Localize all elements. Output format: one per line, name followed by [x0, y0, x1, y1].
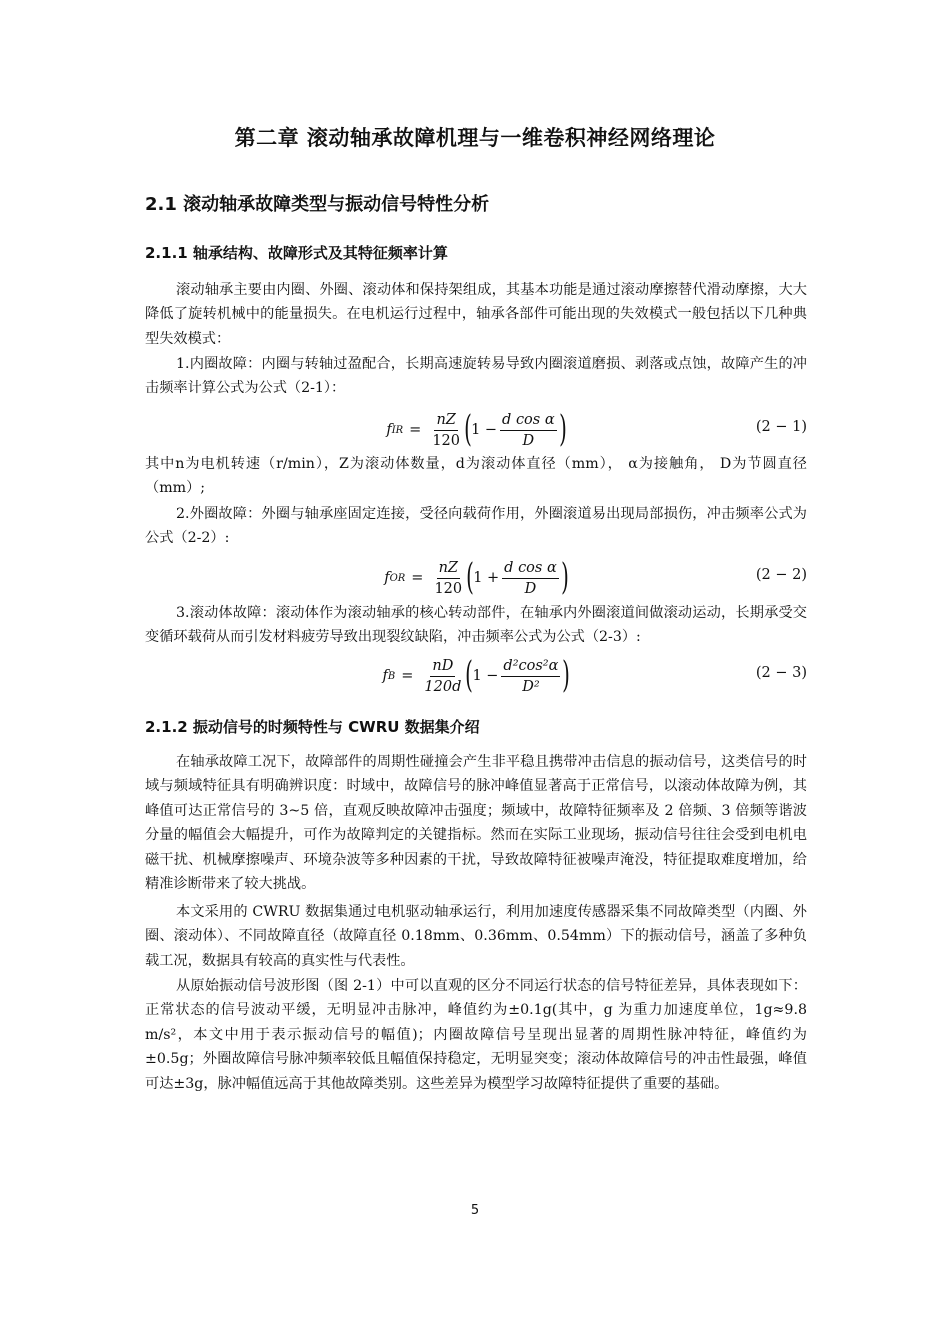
- inner-race-fault-paragraph: 1.内圈故障：内圈与转轴过盈配合，长期高速旋转易导致内圈滚道磨损、剥落或点蚀，故障产生的冲击频率计算公式为公式（2-1）：: [145, 356, 807, 397]
- chapter-title: 第二章 滚动轴承故障机理与一维卷积神经网络理论: [234, 126, 716, 150]
- time-frequency-paragraph: 在轴承故障工况下，故障部件的周期性碰撞会产生非平稳且携带冲击信息的振动信号，这类信号的时域与频域特征具有明确辨识度：时域中，故障信号的脉冲峰值显著高于正常信号，以滚动体故障为例，其峰值可达正常信号的 3~5 倍，直观反映故障冲击强度；频域中，故障特征频率及 2 倍频、3 倍频等谐波分量的幅值会大幅提升，可作为故障判定的关键指标。然而在实际工业现场，振动信号往往会受到电机电磁干扰、机械摩擦噪声、环境杂波等多种因素的干扰，导致故障特征被噪声淹没，特征提取难度增加，给精准诊断带来了较大挑战。: [145, 754, 807, 893]
- subsection-heading-2-1-1: 2.1.1 轴承结构、故障形式及其特征频率计算: [145, 244, 448, 262]
- equation-number-2-2: (2 − 2): [755, 567, 807, 583]
- eq2-inner-fraction: [502, 560, 559, 597]
- eq3-inner-numerator: d²cos²α: [501, 658, 560, 677]
- eq2-frac-denominator: 120: [434, 580, 463, 597]
- equation-number-2-3: (2 − 3): [755, 665, 807, 681]
- eq2-fraction: [432, 560, 464, 597]
- eq1-inner-denominator: D: [522, 432, 535, 449]
- subsection-heading-2-1-2: 2.1.2 振动信号的时频特性与 CWRU 数据集介绍: [145, 718, 480, 736]
- equation-2-2: f OR = $\frac{nZ}{120}$ ( 1 + $\frac{\text{d cos α}}{D}$ ) (2 − 2): [384, 557, 807, 598]
- eq1-inner-numerator: d cos α: [500, 412, 557, 431]
- eq2-inner-numerator: d cos α: [502, 560, 559, 579]
- eq3-fraction: [422, 658, 463, 695]
- outer-race-fault-paragraph: 2.外圈故障：外圈与轴承座固定连接，受径向载荷作用，外圈滚道易出现局部损伤，冲击频率公式为公式（2-2）:: [145, 506, 807, 547]
- eq2-lhs-subscript: OR: [389, 572, 406, 584]
- eq1-inner-lead: 1 −: [471, 422, 498, 438]
- page-number: 5: [470, 1203, 480, 1218]
- eq2-inner-lead: 1 +: [473, 570, 500, 586]
- rolling-element-fault-paragraph: 3.滚动体故障：滚动体作为滚动轴承的核心转动部件，在轴承内外圈滚道间做滚动运动，长期承受交变循环载荷从而引发材料疲劳导致出现裂纹缺陷，冲击频率公式为公式（2-3）:: [145, 605, 807, 646]
- equation-2-1: f IR = $\frac{nZ}{120}$ ( 1 − $\frac{\text{d cos α}}{D}$ ) (2 − 1): [386, 409, 807, 450]
- eq2-lhs: f: [384, 570, 390, 586]
- eq1-lhs-subscript: IR: [391, 424, 404, 436]
- eq3-inner-lead: 1 −: [472, 668, 499, 684]
- eq3-inner-denominator: D²: [522, 678, 540, 695]
- variable-definitions: 其中n为电机转速（r/min），Z为滚动体数量，d为滚动体直径（mm）， α为接触角， D为节圆直径（mm）;: [145, 456, 807, 497]
- section-heading-2-1: 2.1 滚动轴承故障类型与振动信号特性分析: [145, 194, 490, 215]
- eq3-lhs: f: [382, 668, 388, 684]
- eq1-frac-numerator: nZ: [434, 412, 457, 431]
- eq3-frac-denominator: 120d: [424, 678, 462, 695]
- eq3-frac-numerator: nD: [430, 658, 455, 677]
- waveform-comparison-paragraph: 从原始振动信号波形图（图 2-1）中可以直观的区分不同运行状态的信号特征差异，具体表现如下：正常状态的信号波动平缓，无明显冲击脉冲，峰值约为±0.1g(其中，g 为重力加速度单位，1g≈9.8 m/s²，本文中用于表示振动信号的幅值)；内圈故障信号呈现出显著的周期性脉冲特征，峰值约为 ±0.5g；外圈故障信号脉冲频率较低且幅值保持稳定，无明显突变；滚动体故障信号的冲击性最强，峰值可达±3g，脉冲幅值远高于其他故障类别。这些差异为模型学习故障特征提供了重要的基础。: [145, 978, 807, 1092]
- eq3-inner-fraction: [501, 658, 560, 695]
- eq1-inner-fraction: [500, 412, 557, 449]
- eq1-fraction: [430, 412, 462, 449]
- eq3-lhs-subscript: B: [387, 670, 396, 682]
- equation-number-2-1: (2 − 1): [755, 419, 807, 435]
- eq2-frac-numerator: nZ: [437, 560, 460, 579]
- eq1-frac-denominator: 120: [432, 432, 461, 449]
- eq1-lhs: f: [386, 422, 392, 438]
- intro-paragraph: 滚动轴承主要由内圈、外圈、滚动体和保持架组成，其基本功能是通过滚动摩擦替代滑动摩擦，大大降低了旋转机械中的能量损失。在电机运行过程中，轴承各部件可能出现的失效模式一般包括以下几种典型失效模式：: [145, 282, 807, 347]
- eq2-inner-denominator: D: [524, 580, 537, 597]
- cwru-dataset-paragraph: 本文采用的 CWRU 数据集通过电机驱动轴承运行，利用加速度传感器采集不同故障类型（内圈、外圈、滚动体）、不同故障直径（故障直径 0.18mm、0.36mm、0.54mm）下的振动信号，涵盖了多种负载工况，数据具有较高的真实性与代表性。: [145, 904, 807, 969]
- equation-2-3: f B = $\frac{nD}{120d}$ ( 1 − $\frac{\text{d²cos²α}}{\text{D²}}$ ) (2 − 3): [382, 655, 807, 696]
